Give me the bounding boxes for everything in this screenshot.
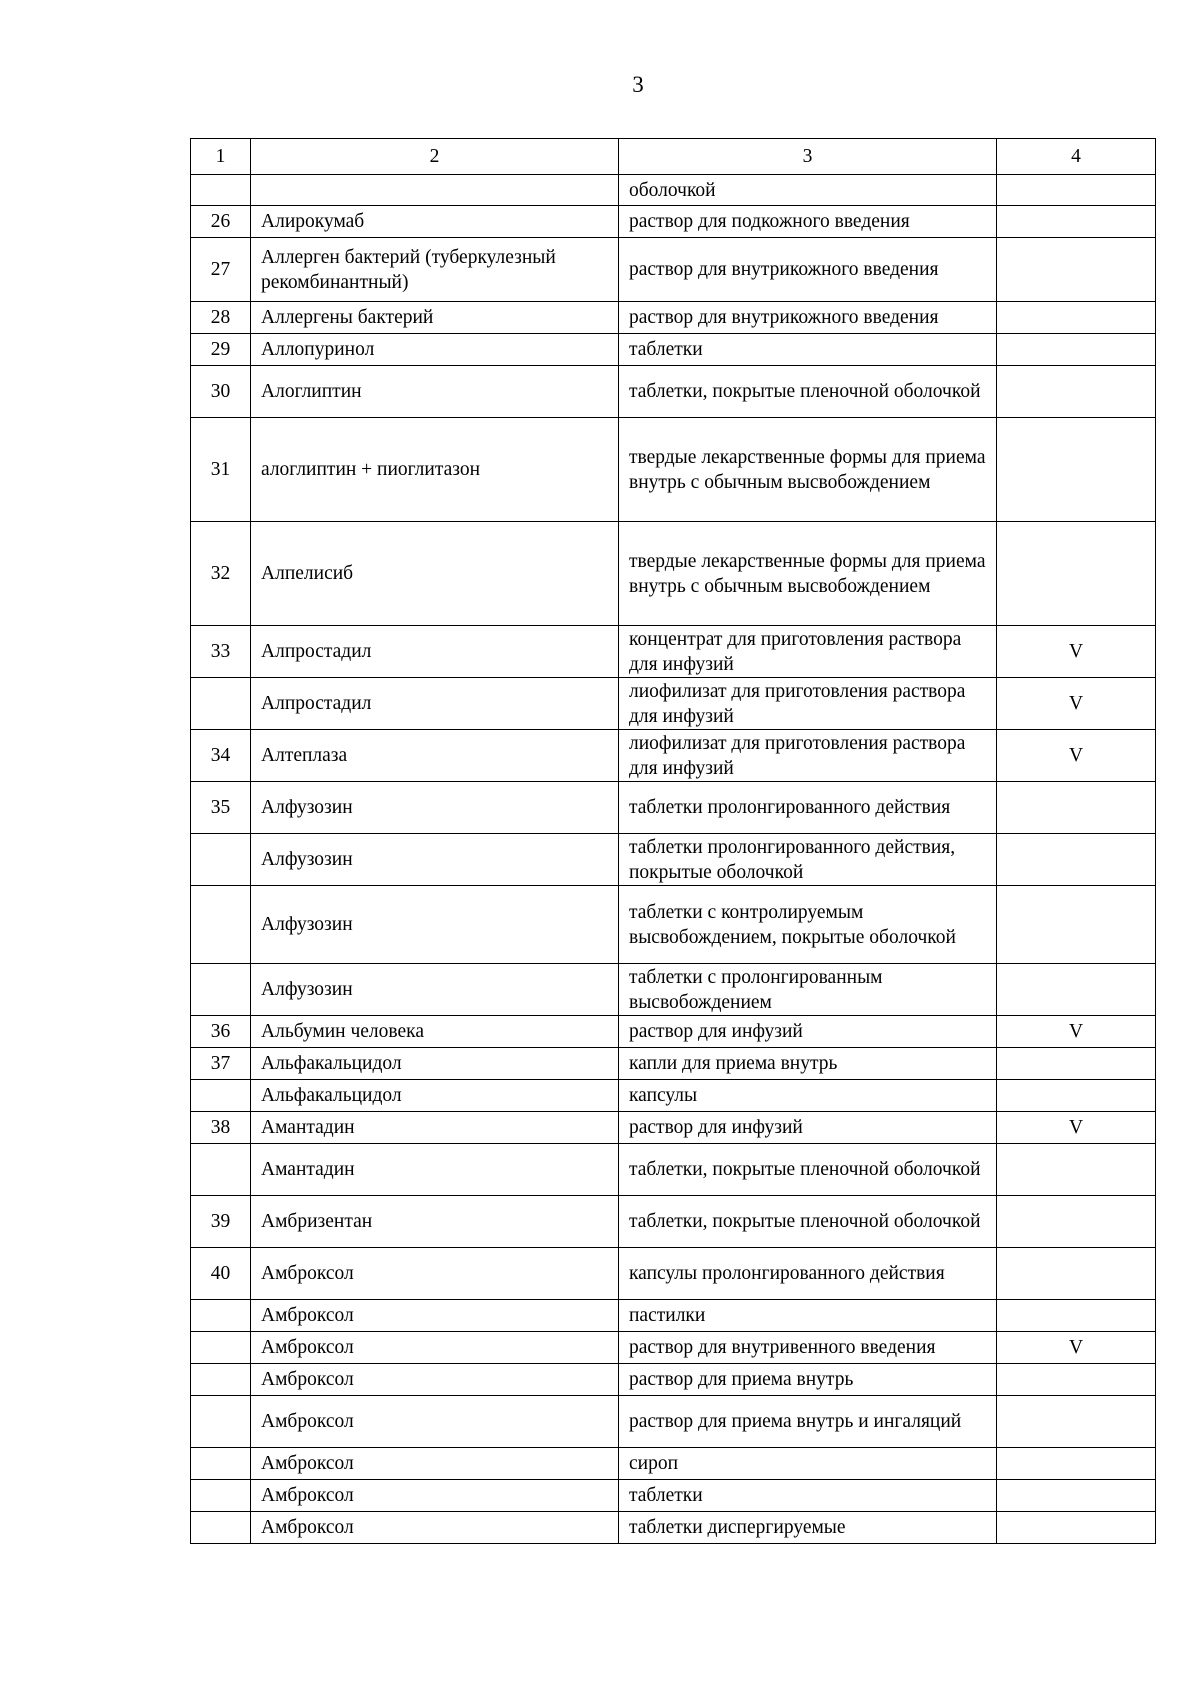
table-row — [191, 1448, 1156, 1480]
dosage-form: твердые лекарственные формы для приема внутрь с обычным высвобождением — [619, 418, 997, 522]
row-number — [191, 1512, 251, 1544]
dosage-form: таблетки диспергируемые — [619, 1512, 997, 1544]
table-row — [191, 1364, 1156, 1396]
row-number: 38 — [191, 1112, 251, 1144]
row-number — [191, 1480, 251, 1512]
drug-name: Алтеплаза — [251, 730, 619, 782]
vital-mark: V — [997, 1112, 1156, 1144]
vital-mark — [997, 1048, 1156, 1080]
row-number: 37 — [191, 1048, 251, 1080]
vital-mark — [997, 1364, 1156, 1396]
row-number: 36 — [191, 1016, 251, 1048]
row-number: 27 — [191, 238, 251, 302]
row-number: 39 — [191, 1196, 251, 1248]
vital-mark — [997, 1300, 1156, 1332]
drug-name: Амантадин — [251, 1112, 619, 1144]
table-row — [191, 522, 1156, 626]
drug-name: Амбризентан — [251, 1196, 619, 1248]
table-row — [191, 964, 1156, 1016]
table-row — [191, 1196, 1156, 1248]
dosage-form: раствор для инфузий — [619, 1112, 997, 1144]
row-number: 33 — [191, 626, 251, 678]
vital-mark — [997, 1480, 1156, 1512]
vital-mark: V — [997, 1016, 1156, 1048]
row-number: 30 — [191, 366, 251, 418]
drug-name: Амброксол — [251, 1512, 619, 1544]
vital-mark — [997, 334, 1156, 366]
table-row — [191, 782, 1156, 834]
dosage-form: раствор для инфузий — [619, 1016, 997, 1048]
drug-name: Амброксол — [251, 1364, 619, 1396]
dosage-form: сироп — [619, 1448, 997, 1480]
vital-mark: V — [997, 678, 1156, 730]
vital-mark — [997, 1196, 1156, 1248]
dosage-form: таблетки — [619, 334, 997, 366]
vital-mark — [997, 522, 1156, 626]
header-cell-1: 1 — [191, 139, 251, 175]
vital-mark — [997, 886, 1156, 964]
row-number: 28 — [191, 302, 251, 334]
vital-mark — [997, 1080, 1156, 1112]
row-number — [191, 1144, 251, 1196]
dosage-form: концентрат для приготовления раствора для инфузий — [619, 626, 997, 678]
table-row — [191, 1512, 1156, 1544]
table-body — [191, 139, 1156, 1544]
dosage-form: таблетки — [619, 1480, 997, 1512]
dosage-form: таблетки с контролируемым высвобождением, покрытые оболочкой — [619, 886, 997, 964]
vital-mark — [997, 175, 1156, 206]
drug-name: Амброксол — [251, 1396, 619, 1448]
row-number: 32 — [191, 522, 251, 626]
table-row — [191, 1332, 1156, 1364]
drug-name: Алфузозин — [251, 782, 619, 834]
vital-mark — [997, 964, 1156, 1016]
dosage-form: раствор для приема внутрь и ингаляций — [619, 1396, 997, 1448]
vital-mark: V — [997, 626, 1156, 678]
row-number: 34 — [191, 730, 251, 782]
row-number — [191, 678, 251, 730]
drug-name: Амброксол — [251, 1480, 619, 1512]
table-row — [191, 1300, 1156, 1332]
table-row — [191, 1080, 1156, 1112]
vital-mark — [997, 418, 1156, 522]
row-number — [191, 175, 251, 206]
table-row — [191, 1480, 1156, 1512]
drug-name: Амброксол — [251, 1300, 619, 1332]
table-row — [191, 1016, 1156, 1048]
table-row — [191, 238, 1156, 302]
drug-name: Амантадин — [251, 1144, 619, 1196]
vital-mark — [997, 366, 1156, 418]
drug-name: Амброксол — [251, 1248, 619, 1300]
table-row — [191, 730, 1156, 782]
dosage-form: таблетки, покрытые пленочной оболочкой — [619, 1196, 997, 1248]
header-cell-2: 2 — [251, 139, 619, 175]
vital-mark — [997, 302, 1156, 334]
vital-mark — [997, 238, 1156, 302]
row-number — [191, 1300, 251, 1332]
drug-name: Аллергены бактерий — [251, 302, 619, 334]
dosage-form: раствор для подкожного введения — [619, 206, 997, 238]
table-row — [191, 366, 1156, 418]
drug-name: Аллерген бактерий (туберкулезный рекомбинантный) — [251, 238, 619, 302]
table-row — [191, 886, 1156, 964]
drug-name: Алфузозин — [251, 886, 619, 964]
row-number: 26 — [191, 206, 251, 238]
table-row — [191, 678, 1156, 730]
dosage-form: таблетки, покрытые пленочной оболочкой — [619, 1144, 997, 1196]
dosage-form: таблетки, покрытые пленочной оболочкой — [619, 366, 997, 418]
vital-mark — [997, 1396, 1156, 1448]
drug-name: алоглиптин + пиоглитазон — [251, 418, 619, 522]
dosage-form: таблетки пролонгированного действия — [619, 782, 997, 834]
header-cell-3: 3 — [619, 139, 997, 175]
table-row — [191, 1248, 1156, 1300]
table-row — [191, 1048, 1156, 1080]
row-number — [191, 1332, 251, 1364]
drug-name: Алоглиптин — [251, 366, 619, 418]
dosage-form: капсулы — [619, 1080, 997, 1112]
drug-name: Алфузозин — [251, 964, 619, 1016]
vital-mark — [997, 834, 1156, 886]
row-number — [191, 964, 251, 1016]
drug-name: Алпростадил — [251, 626, 619, 678]
dosage-form: таблетки с пролонгированным высвобождением — [619, 964, 997, 1016]
row-number: 29 — [191, 334, 251, 366]
dosage-form: раствор для внутрикожного введения — [619, 238, 997, 302]
table-row — [191, 206, 1156, 238]
drug-table — [190, 138, 1156, 1544]
dosage-form: таблетки пролонгированного действия, покрытые оболочкой — [619, 834, 997, 886]
dosage-form: капли для приема внутрь — [619, 1048, 997, 1080]
vital-mark — [997, 206, 1156, 238]
table-row — [191, 334, 1156, 366]
drug-name — [251, 175, 619, 206]
vital-mark — [997, 1512, 1156, 1544]
header-row — [191, 139, 1156, 175]
vital-mark — [997, 1448, 1156, 1480]
drug-name: Алирокумаб — [251, 206, 619, 238]
table-row — [191, 1112, 1156, 1144]
drug-name: Алпелисиб — [251, 522, 619, 626]
row-number: 31 — [191, 418, 251, 522]
dosage-form: раствор для приема внутрь — [619, 1364, 997, 1396]
vital-mark: V — [997, 1332, 1156, 1364]
dosage-form: лиофилизат для приготовления раствора для инфузий — [619, 730, 997, 782]
dosage-form: капсулы пролонгированного действия — [619, 1248, 997, 1300]
drug-name: Альфакальцидол — [251, 1048, 619, 1080]
table-row — [191, 626, 1156, 678]
drug-name: Алпростадил — [251, 678, 619, 730]
table-row — [191, 175, 1156, 206]
drug-name: Амброксол — [251, 1332, 619, 1364]
vital-mark — [997, 1248, 1156, 1300]
row-number — [191, 834, 251, 886]
table-row — [191, 834, 1156, 886]
row-number — [191, 1080, 251, 1112]
vital-mark — [997, 1144, 1156, 1196]
vital-mark — [997, 782, 1156, 834]
page-number: 3 — [632, 72, 644, 97]
dosage-form: раствор для внутрикожного введения — [619, 302, 997, 334]
drug-name: Алфузозин — [251, 834, 619, 886]
row-number: 35 — [191, 782, 251, 834]
row-number — [191, 1448, 251, 1480]
table-row — [191, 302, 1156, 334]
dosage-form: раствор для внутривенного введения — [619, 1332, 997, 1364]
drug-name: Альбумин человека — [251, 1016, 619, 1048]
drug-name: Амброксол — [251, 1448, 619, 1480]
header-cell-4: 4 — [997, 139, 1156, 175]
row-number — [191, 1364, 251, 1396]
dosage-form: лиофилизат для приготовления раствора для инфузий — [619, 678, 997, 730]
drug-name: Аллопуринол — [251, 334, 619, 366]
table-row — [191, 1396, 1156, 1448]
vital-mark: V — [997, 730, 1156, 782]
dosage-form: оболочкой — [619, 175, 997, 206]
dosage-form: твердые лекарственные формы для приема внутрь с обычным высвобождением — [619, 522, 997, 626]
row-number: 40 — [191, 1248, 251, 1300]
row-number — [191, 886, 251, 964]
dosage-form: пастилки — [619, 1300, 997, 1332]
drug-name: Альфакальцидол — [251, 1080, 619, 1112]
row-number — [191, 1396, 251, 1448]
table-row — [191, 418, 1156, 522]
table-row — [191, 1144, 1156, 1196]
